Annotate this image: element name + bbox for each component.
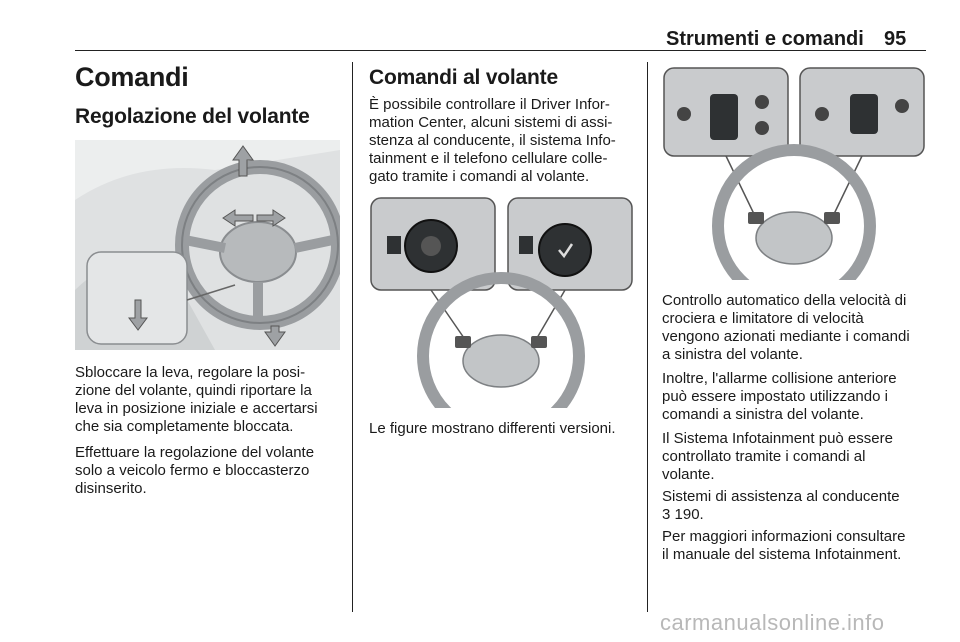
paragraph-collision-alert: Inoltre, l'allarme collisione anteriore può essere impostato utilizzando i comandi a sinistra del volante. [662, 370, 897, 423]
section-heading-steering-adjust: Regolazione del volante [75, 105, 310, 128]
column-divider-left [352, 62, 353, 612]
column-divider-right [647, 62, 648, 612]
paragraph-cruise-control: Controllo automatico della velocità di crociera e limitatore di velocità vengono azionati mediante i comandi a sinistra del volante. [662, 292, 910, 363]
paragraph-steering-controls-intro: È possibile controllare il Driver Infor- mation Center, alcuni sistemi di assi- stenza al conducente, il sistema Info- tainment e il telefono cellulare colle- gato tramite i comandi al volante. [369, 96, 616, 185]
steering-controls-illustration-version-b [662, 66, 926, 280]
page-heading: Comandi [75, 62, 189, 92]
paragraph-unlock-lever: Sbloccare la leva, regolare la posi- zione del volante, quindi riportare la leva in posizione iniziale e accertarsi che sia completamente bloccata. [75, 364, 318, 435]
steering-adjust-illustration [75, 140, 340, 350]
page-number: 95 [884, 28, 907, 50]
section-heading-steering-controls: Comandi al volante [369, 66, 558, 89]
section-title: Strumenti e comandi [666, 28, 864, 50]
watermark: carmanualsonline.info [660, 610, 885, 635]
paragraph-adjust-when-stopped: Effettuare la regolazione del volante solo a veicolo fermo e bloccasterzo disinserito. [75, 444, 315, 497]
paragraph-driver-assistance: Sistemi di assistenza al conducente 3 190. [662, 488, 900, 523]
header-divider [75, 50, 926, 51]
steering-controls-illustration-version-a [369, 196, 634, 408]
figure-caption: Le figure mostrano differenti versioni. [369, 420, 616, 437]
paragraph-infotainment-control: Il Sistema Infotainment può essere controllato tramite i comandi al volante. [662, 430, 893, 483]
paragraph-more-info: Per maggiori informazioni consultare il manuale del sistema Infotainment. [662, 528, 906, 563]
